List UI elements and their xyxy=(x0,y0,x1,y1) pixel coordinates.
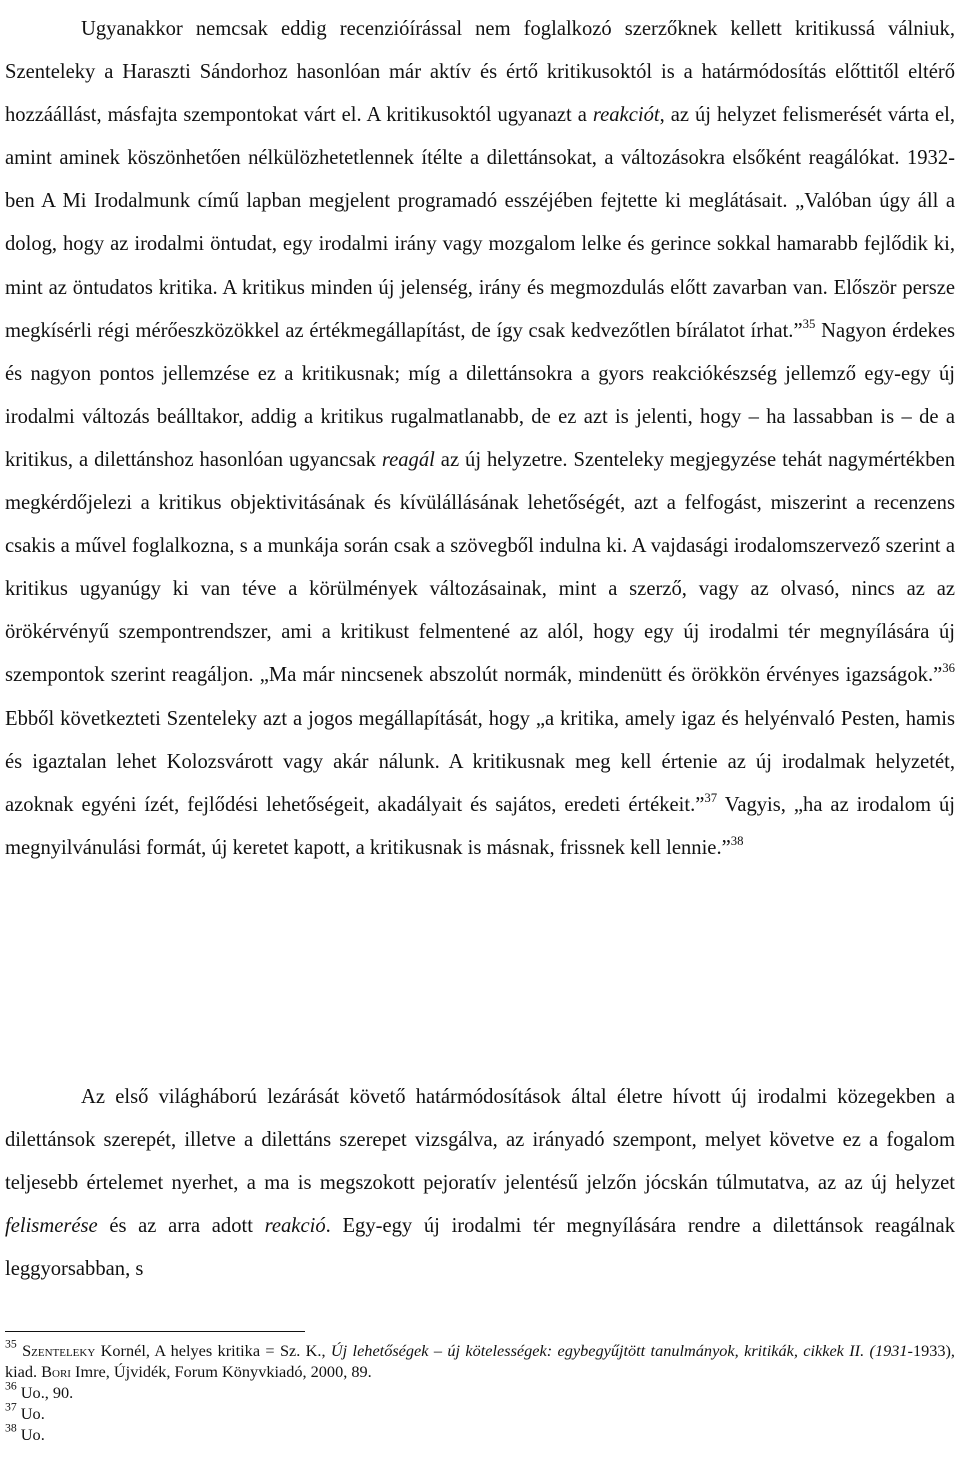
footnote-ref-38[interactable]: 38 xyxy=(730,833,744,848)
text-run: az új helyzetre. Szenteleky megjegyzése tehát nagymértékben megkérdőjelezi a kritikus objektivitásának és kívülállásának lehetőségét, azt a felfogást, miszerint a recenzens csakis a művel foglalkozna, s a munkája során csak a szövegből indulna ki. A vajdasági irodalomszervező szerint a kritikus ugyanúgy ki van téve a körülmények változásainak, mint a szerző, vagy az olvasó, nincs az az örökérvényű szempontrendszer, ami a kritikust felmentené az alól, hogy egy új irodalmi tér megnyílására új szempontok szerint reagáljon. „Ma már nincsenek abszolút normák, mindenütt és örökkön érvényes igazságok.” xyxy=(5,448,955,687)
text-run: Imre, Újvidék, Forum Könyvkiadó, 2000, 89. xyxy=(70,1362,372,1381)
footnote-text: Uo., 90. xyxy=(20,1383,74,1402)
footnote-number: 38 xyxy=(5,1421,17,1435)
text-run: Nagyon érdekes és nagyon pontos jellemzése ez a kritikusnak; míg a dilettánsokra a gyors reakciókészség jellemző egy-egy új irodalmi változás beálltakor, addig a kritikus rugalmatlanabb, de ez azt is jelenti, hogy – ha lassabban is – de a kritikus, a dilettánshoz hasonlóan ugyancsak xyxy=(5,319,955,471)
text-run: Kornél, A helyes kritika = Sz. K., xyxy=(95,1341,331,1360)
emphasis-reakcio: reakció xyxy=(264,1215,326,1238)
footnote-37 xyxy=(5,1400,955,1424)
book-title: Új lehetőségek – új kötelességek: egybegyűjtött tanulmányok, kritikák, cikkek II. (1931- xyxy=(330,1341,913,1360)
body-paragraph-2 xyxy=(5,1076,955,1291)
author-surname: zenteleky xyxy=(31,1341,96,1360)
text-run: , az új helyzet felismerését várta el, amint aminek köszönhetően nélkülözhetetlennek ítélte a dilettánsokat, a változásokra elsőként reagálókat. 1932-ben A Mi Irodalmunk című lapban megjelent programadó esszéjében fejtette ki meglátásait. „Valóban úgy áll a dolog, hogy az irodalmi öntudat, egy irodalmi irány vagy mozgalom lelke és gerince sokkal hamarabb fejlődik ki, mint az öntudatos kritika. A kritikus minden új jelenség, irány és megmozdulás előtt zavarban van. Először persze megkísérli régi mérőeszközökkel az értékmegállapítást, de így csak kedvezőtlen bírálatot írhat.” xyxy=(5,104,955,342)
footnote-number: 36 xyxy=(5,1379,17,1393)
text-run: Vagyis, „ha az irodalom új megnyilvánulási formát, új keretet kapott, a kritikusnak is másnak, frissnek kell lennie.” xyxy=(5,793,955,859)
footnote-text: Uo. xyxy=(20,1404,45,1423)
text-run: Ebből következteti Szenteleky azt a jogos megállapítását, hogy „a kritika, amely igaz és helyénvaló Pesten, hamis és igaztalan lehet Kolozsvárott vagy akár nálunk. A kritikusnak meg kell értenie az új irodalmak helyzetét, azoknak egyéni ízét, fejlődési lehetőségeit, akadályait és sajátos, eredeti értékeit.” xyxy=(5,707,955,816)
emphasis-reagal: reagál xyxy=(381,448,435,471)
footnote-36 xyxy=(5,1379,955,1403)
footnote-number: 35 xyxy=(5,1337,17,1351)
text-run: Ugyanakkor nemcsak eddig recenzióírással nem foglalkozó szerzőknek kellett kritikussá válniuk, Szenteleky a Haraszti Sándorhoz hasonlóan már aktív és értő kritikusoktól is a határmódosítás előttitől eltérő hozzáállást, másfajta szempontokat várt el. A kritikusoktól ugyanazt a xyxy=(5,18,955,127)
editor-surname: ori xyxy=(52,1362,71,1381)
text-run: 1933), kiad. B xyxy=(5,1341,955,1381)
text-run: és az arra adott xyxy=(97,1215,265,1238)
footnote-35 xyxy=(5,1337,955,1382)
footnote-38 xyxy=(5,1421,955,1445)
footnote-text: Uo. xyxy=(20,1425,45,1444)
text-run: Az első világháború lezárását követő határmódosítások által életre hívott új irodalmi közegekben a dilettánsok szerepét, illetve a dilettáns szerepet vizsgálva, az irányadó szempont, melyet követve ez a fogalom teljesebb értelemet nyerhet, a ma is megszokott pejoratív jelentésű jelzőn jócskán túlmutatva, az az új helyzet xyxy=(5,1086,955,1195)
footnote-ref-35[interactable]: 35 xyxy=(802,316,816,331)
footnote-ref-36[interactable]: 36 xyxy=(942,661,955,676)
footnotes xyxy=(5,1337,955,1445)
emphasis-reakciot: reakciót xyxy=(592,104,660,127)
footnote-separator xyxy=(5,1331,305,1332)
body-paragraph-1 xyxy=(5,8,955,870)
text-run: . Egy-egy új irodalmi tér megnyílására rendre a dilettánsok reagálnak leggyorsabban, s xyxy=(5,1215,955,1281)
footnote-number: 37 xyxy=(5,1400,17,1414)
text-run: S xyxy=(22,1341,32,1360)
emphasis-felismerese: felismerése xyxy=(5,1215,98,1238)
footnote-ref-37[interactable]: 37 xyxy=(704,790,718,805)
